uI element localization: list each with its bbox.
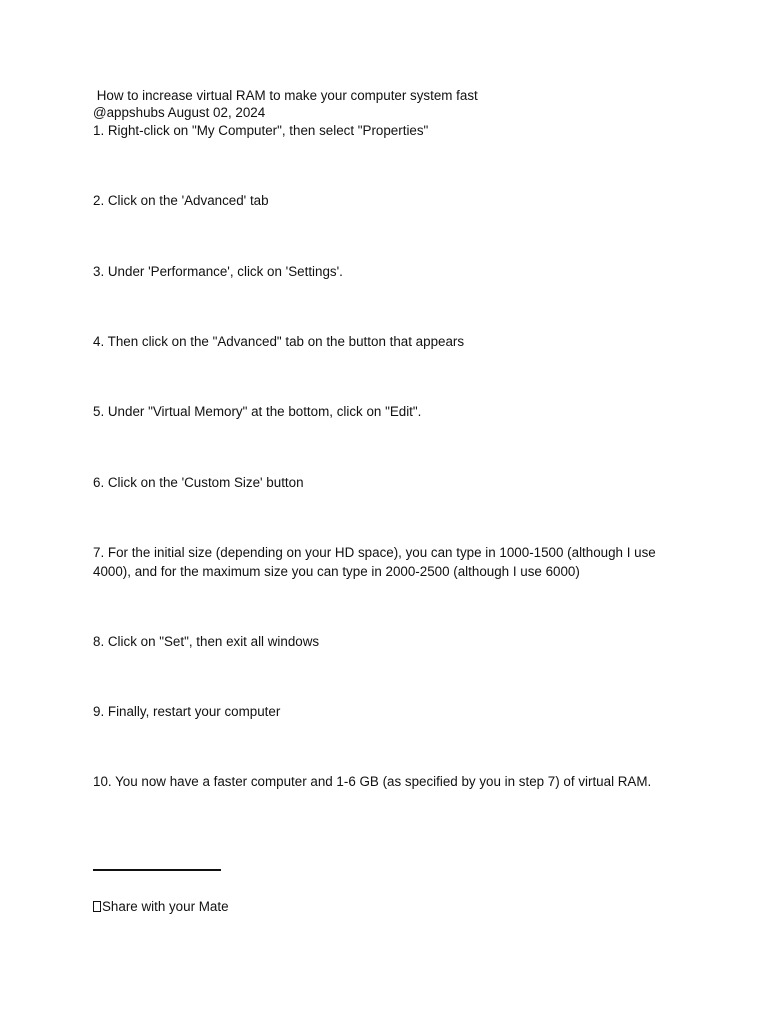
step-2: 2. Click on the 'Advanced' tab (93, 193, 269, 208)
step-4: 4. Then click on the "Advanced" tab on the button that appears (93, 334, 465, 349)
step-5: 5. Under "Virtual Memory" at the bottom, click on "Edit". (93, 404, 422, 419)
step-10: 10. You now have a faster computer and 1-6 GB (as specified by you in step 7) of virtual RAM. (93, 774, 652, 789)
step-3: 3. Under 'Performance', click on 'Settings'. (93, 264, 343, 279)
step-9: 9. Finally, restart your computer (93, 704, 281, 719)
byline: @appshubs August 02, 2024 (93, 105, 266, 120)
step-8: 8. Click on "Set", then exit all windows (93, 634, 320, 649)
step-1: 1. Right-click on "My Computer", then select "Properties" (93, 123, 429, 138)
share-text: Share with your Mate (102, 899, 229, 914)
share-line (93, 897, 229, 916)
missing-glyph-icon (93, 901, 101, 912)
step-7: 7. For the initial size (depending on your HD space), you can type in 1000-1500 (although I use 4000), and for the maximum size you can type in 2000-2500 (although I use 6000) (93, 545, 660, 579)
step-6: 6. Click on the 'Custom Size' button (93, 475, 304, 490)
divider-rule (93, 869, 221, 871)
document-title: How to increase virtual RAM to make your computer system fast (93, 88, 478, 103)
